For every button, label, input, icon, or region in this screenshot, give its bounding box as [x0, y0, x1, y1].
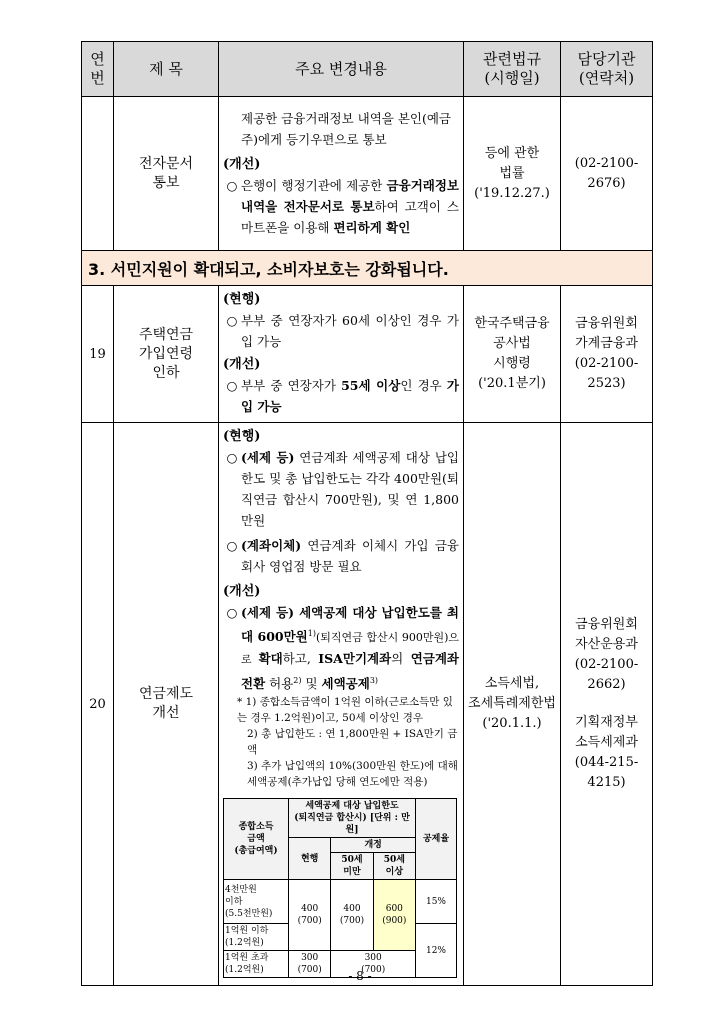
row-content-cell [219, 97, 464, 251]
improve-label: (개선) [223, 584, 261, 599]
improve-bullet: ○ 은행이 행정기관에 제공한 금융거래정보 내역을 전자문서로 통보하여 고객이 스마트폰을 이용해 편리하게 확인 [226, 177, 459, 235]
footnote-2: 2) 총 납입한도 : 연 1,800만원 + ISA만기 금액 [247, 728, 458, 757]
row-no-cell [82, 97, 114, 251]
current-label: (현행) [223, 429, 261, 444]
current-label: (현행) [223, 292, 261, 307]
row-title-cell: 전자문서 통보 [114, 97, 219, 251]
header-content: 주요 변경내용 [219, 42, 464, 97]
table-row-20 [82, 423, 653, 986]
policy-table-frame [81, 41, 647, 986]
subtable-header-under50: 50세 미만 [331, 853, 373, 880]
subtable-header-income: 종합소득 금액 (총급여액) [224, 799, 289, 880]
row-no-cell: 19 [82, 286, 114, 423]
footnote-1: * 1) 종합소득금액이 1억원 이하(근로소득만 있는 경우 1.2억원)이고, 50세 이상인 경우 [237, 696, 453, 725]
subtable-cell: 400 (700) [289, 880, 331, 951]
row-content-cell [219, 423, 464, 986]
subtable-header-limit: 세액공제 대상 납입한도 (퇴직연금 합산시) [단위 : 만원] [289, 799, 416, 838]
table-header-row [82, 42, 653, 97]
improve-label: (개선) [223, 357, 261, 372]
improve-bullet: ○ 부부 중 연장자가 55세 이상인 경우 가입 가능 [226, 378, 459, 414]
section-3-title: 3. 서민지원이 확대되고, 소비자보호는 강화됩니다. [82, 251, 653, 286]
subtable-cell: 300 (700) [331, 951, 416, 978]
section-3-row [82, 251, 653, 286]
subtable-header-rate: 공제율 [416, 799, 457, 880]
header-org: 담당기관 (연락처) [561, 42, 653, 97]
row-content-cell [219, 286, 464, 423]
current-bullet: ○ 부부 중 연장자가 60세 이상인 경우 가입 가능 [226, 313, 459, 349]
table-row-19 [82, 286, 653, 423]
subtable-cell: 300 (700) [289, 951, 331, 978]
row-org-cell: 금융위원회 가계금융과 (02-2100- 2523) [561, 286, 653, 423]
row-law-cell: 한국주택금융 공사법 시행령 ('20.1분기) [464, 286, 561, 423]
header-no: 연 번 [82, 42, 114, 97]
row-law-cell: 소득세법, 조세특례제한법 ('20.1.1.) [464, 423, 561, 986]
subtable-cell: 15% [416, 880, 457, 924]
footnotes [223, 694, 459, 790]
subtable-cell: 12% [416, 924, 457, 978]
subtable-cell: 1억원 초과 (1.2억원) [224, 951, 289, 978]
current-bullet-2: ○ (계좌이체) 연금계좌 이체시 가입 금융회사 영업점 방문 필요 [226, 538, 459, 574]
subtable-header-change: 개정 [331, 838, 416, 853]
subtable-header-current: 현행 [289, 838, 331, 880]
header-law: 관련법규 (시행일) [464, 42, 561, 97]
improve-bullet: ○ (세제 등) 세액공제 대상 납입한도를 최대 600만원$^{1)}$(퇴직연금 합산시 900만원)으로 확대하고, ISA만기계좌의 연금계좌전환 허용$^{2)}$ 및 세액공제$^{3)}$ [226, 605, 459, 692]
table-row-electronic-doc [82, 97, 653, 251]
row-no-cell: 20 [82, 423, 114, 986]
page-number: - 8 - [348, 969, 372, 983]
subtable-cell: 1억원 이하 (1.2억원) [224, 924, 289, 951]
improve-label: (개선) [223, 156, 261, 172]
current-bullet-1: ○ (세제 등) 연금계좌 세액공제 대상 납입한도 및 총 납입한도는 각각 400만원(퇴직연금 합산시 700만원), 및 연 1,800만원 [226, 450, 460, 528]
row-org-cell: 금융위원회 자산운용과 (02-2100- 2662) 기획재정부 소득세제과 (044-215- 4215) [561, 423, 653, 986]
row-title-cell: 주택연금 가입연령 인하 [114, 286, 219, 423]
footnote-3: 3) 추가 납입액의 10%(300만원 한도)에 대해 세액공제(추가납입 당해 연도에만 적용) [247, 760, 458, 789]
policy-changes-table [81, 41, 653, 986]
subtable-cell: 4천만원 이하 (5.5천만원) [224, 880, 289, 924]
row-org-cell: (02-2100- 2676) [561, 97, 653, 251]
row-law-cell: 등에 관한 법률 ('19.12.27.) [464, 97, 561, 251]
subtable-header-over50: 50세 이상 [373, 853, 415, 880]
header-title: 제 목 [114, 42, 219, 97]
continuation-text: 제공한 금융거래정보 내역을 본인(예금주)에게 등기우편으로 통보 [241, 110, 451, 147]
row-title-cell: 연금제도 개선 [114, 423, 219, 986]
subtable-cell-highlight: 600 (900) [373, 880, 415, 951]
pension-limit-subtable [223, 798, 457, 978]
subtable-cell: 400 (700) [331, 880, 373, 951]
